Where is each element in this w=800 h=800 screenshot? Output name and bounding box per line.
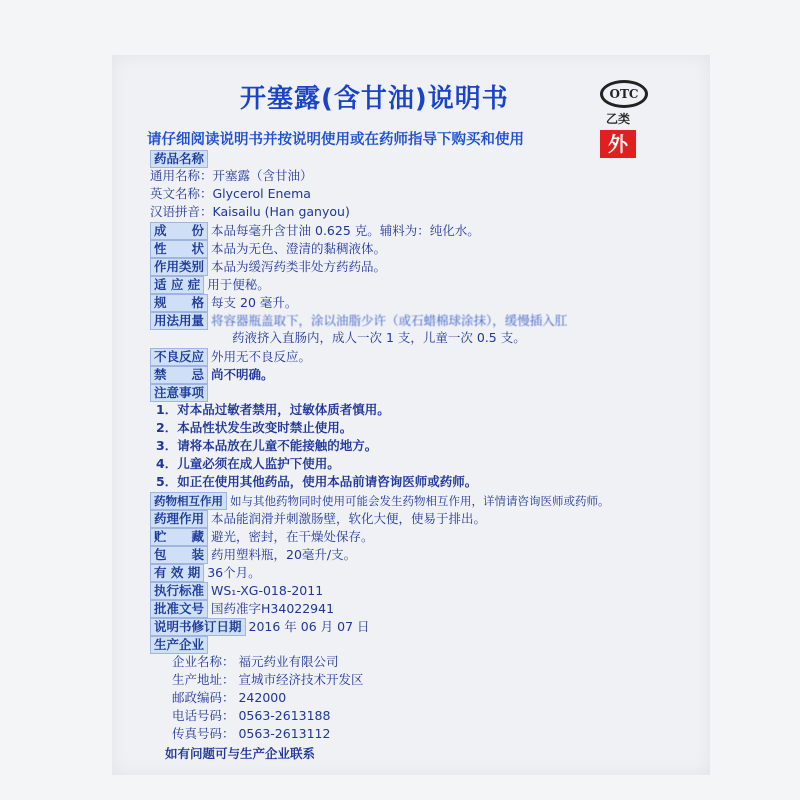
field-label: 适 应 症	[150, 276, 204, 294]
manufacturer-row: 邮政编码： 242000	[172, 690, 287, 705]
section-label: 注意事项	[150, 384, 208, 402]
field-row	[150, 276, 270, 294]
field-label: 用法用量	[150, 312, 208, 330]
field-label: 药理作用	[150, 510, 208, 528]
field-row	[150, 510, 486, 528]
field-value: 本品为缓泻药类非处方药药品。	[211, 259, 387, 274]
field-value: 避光，密封，在干燥处保存。	[211, 529, 374, 544]
field-label: 执行标准	[150, 582, 208, 600]
field-row	[150, 582, 323, 600]
field-value: 尚不明确。	[211, 367, 274, 382]
field-row	[150, 492, 610, 510]
manufacturer-row: 电话号码： 0563-2613188	[172, 708, 331, 723]
field-row	[150, 222, 480, 240]
section-drug-name	[150, 150, 211, 168]
field-value: 用于便秘。	[207, 277, 270, 292]
field-value: 药用塑料瓶，20毫升/支。	[211, 547, 357, 562]
field-label: 作用类别	[150, 258, 208, 276]
manufacturer-row: 企业名称： 福元药业有限公司	[172, 654, 339, 669]
field-row	[150, 258, 386, 276]
field-value: 本品每毫升含甘油 0.625 克。辅料为：纯化水。	[211, 223, 480, 238]
section-precautions	[150, 384, 211, 402]
field-row	[150, 564, 261, 582]
field-row	[150, 618, 370, 636]
precaution-item: 4．儿童必须在成人监护下使用。	[156, 456, 340, 471]
field-value: 外用无不良反应。	[211, 349, 312, 364]
generic-name: 通用名称：开塞露（含甘油）	[150, 168, 313, 183]
field-label: 说明书修订日期	[150, 618, 246, 636]
field-value: 本品为无色、澄清的黏稠液体。	[211, 241, 387, 256]
otc-class-label: 乙类	[606, 112, 631, 126]
field-value: 如与其他药物同时使用可能会发生药物相互作用，详情请咨询医师或药师。	[230, 494, 610, 508]
field-value: 2016 年 06 月 07 日	[248, 619, 370, 634]
section-label: 生产企业	[150, 636, 208, 654]
english-name: 英文名称：Glycerol Enema	[150, 186, 311, 201]
field-label: 贮 藏	[150, 528, 208, 546]
field-label: 批准文号	[150, 600, 208, 618]
field-row	[150, 312, 567, 330]
field-row	[150, 294, 297, 312]
field-row	[150, 528, 374, 546]
precaution-item: 5．如正在使用其他药品，使用本品前请咨询医师或药师。	[156, 474, 478, 489]
field-row	[150, 600, 334, 618]
section-label: 药品名称	[150, 150, 208, 168]
field-label: 不良反应	[150, 348, 208, 366]
document-title: 开塞露(含甘油)说明书	[240, 84, 509, 114]
precaution-item: 2．本品性状发生改变时禁止使用。	[156, 420, 353, 435]
field-label: 性 状	[150, 240, 208, 258]
reading-notice: 请仔细阅读说明书并按说明使用或在药师指导下购买和使用	[147, 132, 524, 148]
field-label: 成 份	[150, 222, 208, 240]
field-value: WS₁-XG-018-2011	[211, 583, 324, 598]
section-manufacturer	[150, 636, 211, 654]
field-label: 包 装	[150, 546, 208, 564]
field-row	[150, 240, 386, 258]
precaution-item: 1．对本品过敏者禁用，过敏体质者慎用。	[156, 402, 390, 417]
field-value: 将容器瓶盖取下，涂以油脂少许（或石蜡棉球涂抹），缓慢插入肛	[211, 313, 568, 328]
field-value: 36个月。	[207, 565, 261, 580]
field-label: 规 格	[150, 294, 208, 312]
otc-badge: OTC	[600, 80, 648, 108]
field-row	[150, 348, 311, 366]
field-value: 本品能润滑并刺激肠壁，软化大便，使易于排出。	[211, 511, 487, 526]
field-value: 每支 20 毫升。	[211, 295, 298, 310]
external-use-badge: 外	[600, 130, 636, 158]
field-label: 有 效 期	[150, 564, 204, 582]
field-label: 禁 忌	[150, 366, 208, 384]
manufacturer-row: 传真号码： 0563-2613112	[172, 726, 331, 741]
pinyin-name: 汉语拼音：Kaisailu (Han ganyou)	[150, 204, 350, 219]
field-value: 国药准字H34022941	[211, 601, 335, 616]
precaution-item: 3．请将本品放在儿童不能接触的地方。	[156, 438, 378, 453]
manufacturer-row: 生产地址： 宣城市经济技术开发区	[172, 672, 364, 687]
field-row	[150, 546, 356, 564]
field-label: 药物相互作用	[150, 492, 227, 510]
field-value-continued: 药液挤入直肠内，成人一次 1 支，儿童一次 0.5 支。	[232, 330, 526, 345]
contact-note: 如有问题可与生产企业联系	[165, 746, 316, 761]
field-row	[150, 366, 274, 384]
